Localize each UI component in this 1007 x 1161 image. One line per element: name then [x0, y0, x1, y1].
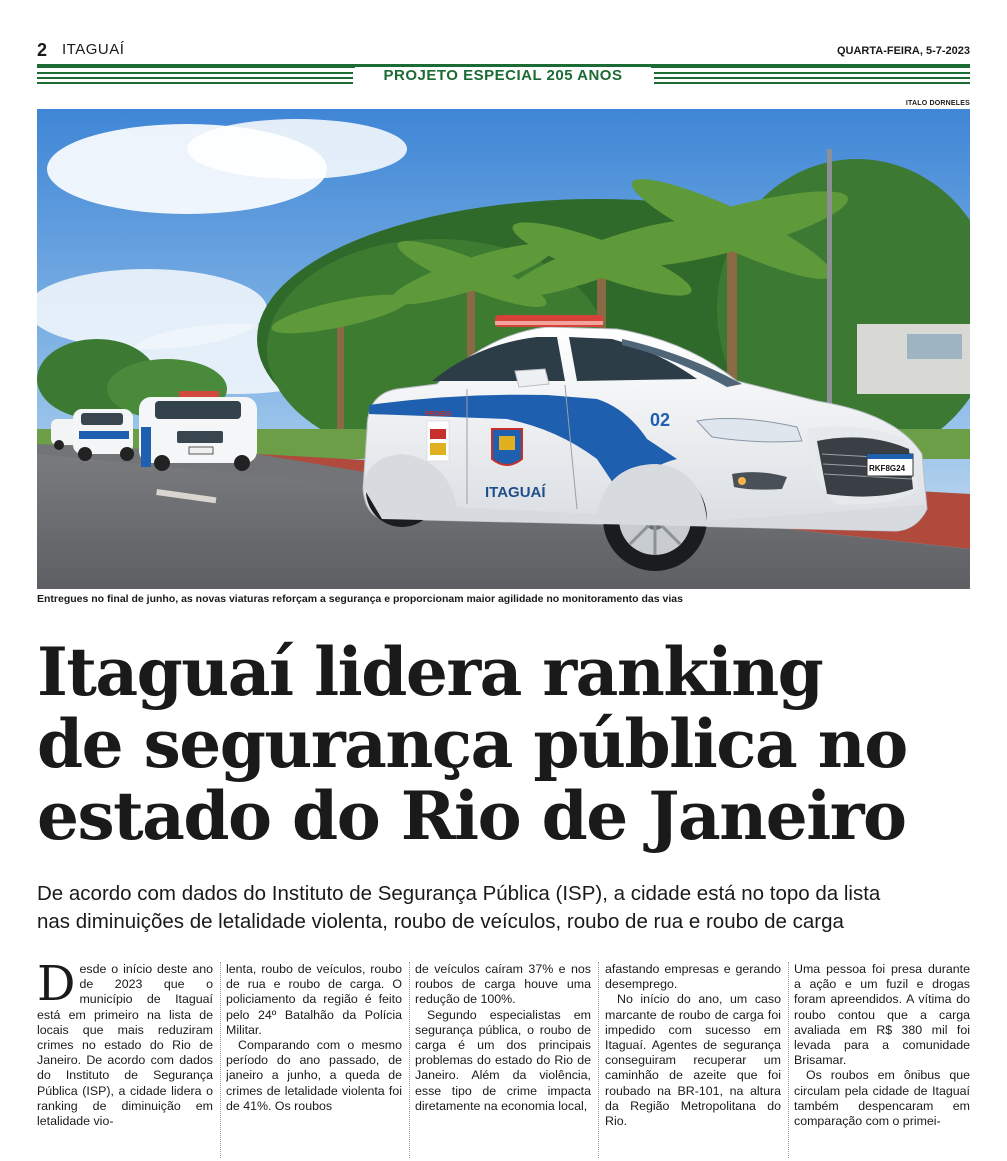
- headline-line-3: estado do Rio de Janeiro: [37, 777, 906, 855]
- car-unit-number: 02: [650, 410, 671, 430]
- headline-line-1: Itaguaí lidera ranking: [37, 633, 823, 711]
- body-column-4: [605, 962, 781, 1158]
- background-car-2: [73, 409, 134, 461]
- subheadline-line-1: De acordo com dados do Instituto de Segurança Pública (ISP), a cidade está no topo da lista: [37, 882, 881, 905]
- drop-cap: D: [37, 962, 76, 1012]
- paragraph: esde o início deste ano de 2023 que o município de Itaguaí está em primeiro na lista de locais que mais reduziram crimes no estado do Rio de Janeiro. De acordo com dados do Instituto de Segurança Pública (ISP), a cidade lidera o ranking de diminuição em letalidade vio-: [37, 962, 213, 1129]
- body-column-2: [226, 962, 402, 1158]
- column-divider: [788, 962, 789, 1158]
- car-city-text: ITAGUAÍ: [485, 484, 546, 501]
- section-name: ITAGUAÍ: [62, 41, 125, 58]
- subheadline: [37, 880, 977, 936]
- headline: [37, 633, 977, 855]
- photo-credit: ITALO DORNELES: [905, 100, 970, 107]
- photo-caption: Entregues no final de junho, as novas viaturas reforçam a segurança e proporcionam maior agilidade no monitoramento das vias: [37, 593, 683, 605]
- paragraph: Uma pessoa foi presa durante a ação e um fuzil e drogas foram apreendidos. A vítima do roubo contou que a carga avaliada em R$ 380 mil foi levada para a comunidade Brisamar.: [794, 962, 970, 1068]
- paragraph: afastando empresas e gerando desemprego.: [605, 962, 781, 992]
- body-column-1: [37, 962, 213, 1158]
- subheadline-line-2: nas diminuições de letalidade violenta, roubo de veículos, roubo de rua e roubo de carga: [37, 910, 844, 933]
- car-program-text: PROEIS: [425, 411, 452, 418]
- paragraph: Segundo especialistas em segurança pública, o roubo de carga é um dos principais problemas do estado do Rio de Janeiro. Além da violência, esse tipo de crime impacta diretamente na economia local,: [415, 1007, 591, 1113]
- license-plate: RKF8G24: [869, 464, 906, 473]
- issue-date: QUARTA-FEIRA, 5-7-2023: [836, 45, 970, 57]
- paragraph: de veículos caíram 37% e nos roubos de carga houve uma redução de 100%.: [415, 962, 591, 1007]
- police-cars-illustration: [37, 109, 970, 589]
- headline-line-2: de segurança pública no: [37, 705, 907, 783]
- body-column-3: [415, 962, 591, 1158]
- background-car-3: [139, 391, 257, 471]
- column-divider: [409, 962, 410, 1158]
- body-column-5: [794, 962, 970, 1158]
- paragraph: Comparando com o mesmo período do ano passado, de janeiro a junho, a queda de crimes de letalidade violenta foi de 41%. Os roubos: [226, 1038, 402, 1113]
- paragraph: No início do ano, um caso marcante de roubo de carga foi impedido com sucesso em Itaguaí. Agentes de segurança conseguiram recuperar um caminhão de azeite que foi roubado na BR-101, na altura da Região Metropolitana do Rio.: [605, 992, 781, 1129]
- paragraph: Os roubos em ônibus que circulam pela cidade de Itaguaí também despencaram em comparação com o primei-: [794, 1068, 970, 1129]
- lead-photo: [37, 109, 970, 589]
- special-project-banner: PROJETO ESPECIAL 205 ANOS: [355, 67, 651, 84]
- column-divider: [220, 962, 221, 1158]
- page-number: 2: [37, 40, 48, 60]
- column-divider: [598, 962, 599, 1158]
- paragraph: lenta, roubo de veículos, roubo de rua e roubo de carga. O policiamento da região é feito pelo 24º Batalhão da Polícia Militar.: [226, 962, 402, 1037]
